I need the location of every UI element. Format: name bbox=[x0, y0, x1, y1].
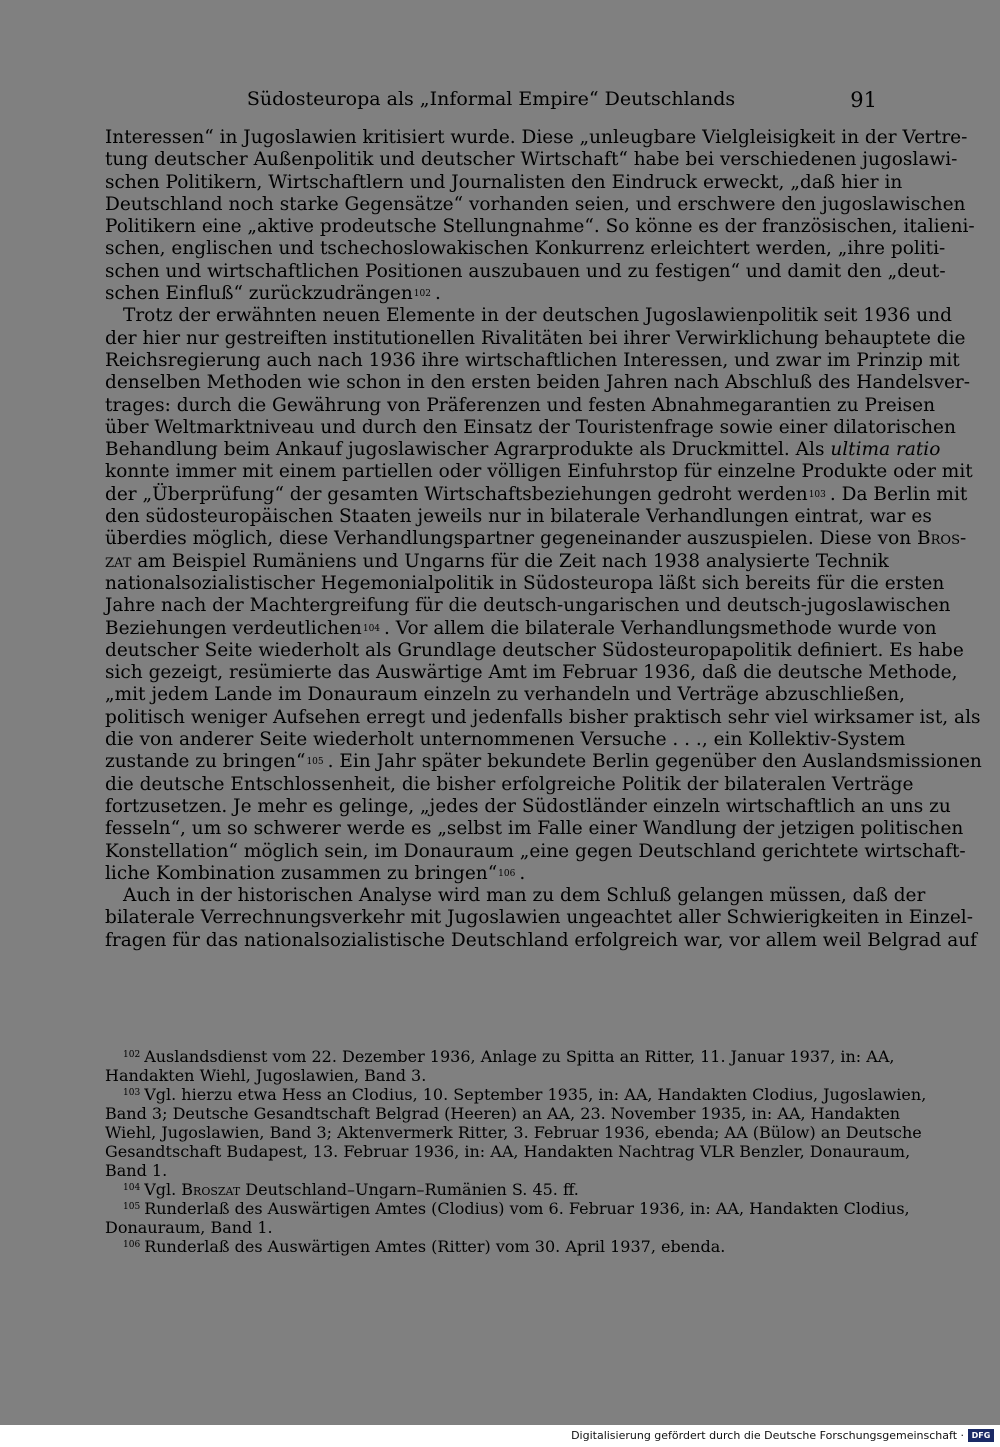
footnote-text: Auslandsdienst vom 22. Dezember 1936, Anlage zu Spitta an Ritter, 11. Januar 1937, in: AA, bbox=[144, 1047, 895, 1066]
text-line bbox=[105, 617, 937, 640]
text-line: politisch weniger Aufsehen erregt und jedenfalls bisher praktisch sehr viel wirksamer ist, als bbox=[105, 706, 981, 728]
footnote-number: 105 bbox=[123, 1202, 141, 1212]
text-run: der „Überprüfung“ der gesamten Wirtschaftsbeziehungen gedroht werden bbox=[105, 483, 808, 505]
text-line: trages: durch die Gewährung von Präferenzen und festen Abnahmegarantien zu Preisen bbox=[105, 394, 936, 416]
text-line: den südosteuropäischen Staaten jeweils nur in bilaterale Verhandlungen eintrat, war es bbox=[105, 506, 932, 528]
footnote-text: Vgl. bbox=[144, 1180, 177, 1199]
text-run: . bbox=[519, 862, 526, 884]
text-line: fesseln“, um so schwerer werde es „selbst im Falle einer Wandlung der jetzigen politischen bbox=[105, 818, 964, 840]
text-line: Interessen“ in Jugoslawien kritisiert wurde. Diese „unleugbare Vielgleisigkeit in der Vertre- bbox=[105, 127, 968, 148]
funding-credit: Digitalisierung gefördert durch die Deutsche Forschungsgemeinschaft · bbox=[571, 1429, 964, 1442]
text-run: schen Einfluß“ zurückzudrängen bbox=[105, 283, 413, 305]
text-line bbox=[105, 483, 968, 506]
text-line: konnte immer mit einem partiellen oder völligen Einfuhrstop für einzelne Produkte oder mit bbox=[105, 461, 973, 483]
text-line: fragen für das nationalsozialistische Deutschland erfolgreich war, vor allem weil Belgrad auf bbox=[105, 929, 977, 951]
author-name: Bros- bbox=[917, 528, 967, 550]
text-line: fortzusetzen. Je mehr es gelinge, „jedes der Südostländer einzeln wirtschaftlich an uns zu bbox=[105, 795, 951, 817]
footnote-line: Band 3; Deutsche Gesandtschaft Belgrad (Heeren) an AA, 23. November 1935, in: AA, Handakten bbox=[105, 1104, 901, 1123]
text-line: Deutschland noch starke Gegensätze“ vorhanden seien, und erschwere den jugoslawischen bbox=[105, 193, 966, 215]
text-line bbox=[105, 751, 982, 773]
author-name: zat bbox=[105, 550, 132, 572]
text-line: deutscher Seite wiederholt als Grundlage deutscher Südosteuropapolitik definiert. Es habe bbox=[105, 639, 964, 661]
text-line bbox=[105, 283, 877, 305]
running-header bbox=[105, 88, 877, 118]
text-line: die deutsche Entschlossenheit, die bisher erfolgreiche Politik der bilateralen Verträge bbox=[105, 773, 914, 795]
text-run: Behandlung beim Ankauf jugoslawischer Agrarprodukte als Druckmittel. Als bbox=[105, 439, 825, 461]
text-line: über Weltmarktniveau und durch den Einsatz der Touristenfrage sowie einer dilatorischen bbox=[105, 416, 956, 438]
footnote-105 bbox=[105, 1199, 910, 1218]
paragraph-start-line: Auch in der historischen Analyse wird man zu dem Schluß gelangen müssen, daß der bbox=[123, 885, 926, 907]
text-line: schen und wirtschaftlichen Positionen auszubauen und zu festigen“ und damit den „deut- bbox=[105, 260, 946, 282]
footnote-text: Runderlaß des Auswärtigen Amtes (Clodius) vom 6. Februar 1936, in: AA, Handakten Clodius, bbox=[144, 1199, 910, 1218]
text-line: bilaterale Verrechnungsverkehr mit Jugoslawien ungeachtet aller Schwierigkeiten in Einzel- bbox=[105, 907, 973, 929]
footnote-103 bbox=[105, 1085, 927, 1104]
text-line: „mit jedem Lande im Donauraum einzeln zu verhandeln und Verträge abzuschließen, bbox=[105, 684, 906, 706]
paragraph-start-line: Trotz der erwähnten neuen Elemente in der deutschen Jugoslawienpolitik seit 1936 und bbox=[123, 305, 952, 327]
footnote-line: Wiehl, Jugoslawien, Band 3; Aktenvermerk Ritter, 3. Februar 1936, ebenda; AA (Bülow) an Deutsche bbox=[105, 1123, 922, 1142]
text-line bbox=[105, 528, 967, 550]
text-line: die von anderer Seite wiederholt unternommenen Versuche . . ., ein Kollektiv-System bbox=[105, 729, 906, 751]
footnote-text: Vgl. hierzu etwa Hess an Clodius, 10. September 1935, in: AA, Handakten Clodius, Jugoslawien, bbox=[144, 1085, 927, 1104]
italic-term: ultima ratio bbox=[830, 439, 941, 461]
text-line: denselben Methoden wie schon in den ersten beiden Jahren nach Abschluß des Handelsver- bbox=[105, 372, 970, 394]
footnote-ref-104[interactable]: 104 bbox=[362, 623, 381, 634]
text-line: Jahre nach der Machtergreifung für die deutsch-ungarischen und deutsch-jugoslawischen bbox=[105, 595, 951, 617]
footnote-text: Runderlaß des Auswärtigen Amtes (Ritter) vom 30. April 1937, ebenda. bbox=[144, 1237, 726, 1256]
text-line bbox=[105, 550, 889, 573]
footnote-106 bbox=[105, 1237, 877, 1256]
text-run: . Ein Jahr später bekundete Berlin gegenüber den Auslandsmissionen bbox=[327, 751, 982, 773]
footnote-number: 104 bbox=[123, 1183, 141, 1193]
text-line: schen, englischen und tschechoslowakischen Konkurrenz erleichtert werden, „ihre politi- bbox=[105, 238, 946, 260]
text-run: Beziehungen verdeutlichen bbox=[105, 617, 362, 639]
text-line bbox=[105, 439, 941, 461]
text-run: . Vor allem die bilaterale Verhandlungsmethode wurde von bbox=[384, 617, 937, 639]
footnotes bbox=[105, 1047, 927, 1256]
footnote-text: Deutschland–Ungarn–Rumänien S. 45. ff. bbox=[245, 1180, 579, 1199]
text-run: zustande zu bringen“ bbox=[105, 751, 306, 773]
footnote-ref-103[interactable]: 103 bbox=[808, 489, 826, 500]
text-run: am Beispiel Rumäniens und Ungarns für die Zeit nach 1938 analysierte Technik bbox=[137, 550, 889, 572]
footnote-line: Donauraum, Band 1. bbox=[105, 1218, 273, 1237]
text-run: . bbox=[434, 283, 441, 305]
text-line bbox=[105, 863, 877, 885]
footnote-line: Band 1. bbox=[105, 1161, 168, 1180]
footnote-ref-102[interactable]: 102 bbox=[413, 289, 431, 300]
text-line: Konstellation“ möglich sein, im Donauraum „eine gegen Deutschland gerichtete wirtschaft- bbox=[105, 840, 966, 862]
text-line: tung deutscher Außenpolitik und deutscher Wirtschaft“ habe bei verschiedenen jugoslawi- bbox=[105, 149, 958, 171]
text-line: nationalsozialistischer Hegemonialpolitik in Südosteuropa läßt sich bereits für die ersten bbox=[105, 572, 945, 594]
text-run: überdies möglich, diese Verhandlungspartner gegeneinander auszuspielen. Diese von bbox=[105, 528, 912, 550]
footnote-102 bbox=[105, 1047, 895, 1066]
text-line: Reichsregierung auch nach 1936 ihre wirtschaftlichen Interessen, und zwar im Prinzip mit bbox=[105, 349, 960, 371]
footnote-number: 102 bbox=[123, 1050, 141, 1060]
footnote-number: 103 bbox=[123, 1088, 141, 1098]
author-name: Broszat bbox=[181, 1180, 241, 1199]
footnote-number: 106 bbox=[123, 1240, 141, 1250]
text-run: liche Kombination zusammen zu bringen“ bbox=[105, 862, 498, 884]
text-run: . Da Berlin mit bbox=[829, 483, 968, 505]
footnote-ref-105[interactable]: 105 bbox=[306, 757, 324, 768]
body-text bbox=[105, 127, 982, 952]
text-line: sich gezeigt, resümierte das Auswärtige Amt im Februar 1936, daß die deutsche Methode, bbox=[105, 662, 958, 684]
footnote-line: Gesandtschaft Budapest, 13. Februar 1936, in: AA, Handakten Nachtrag VLR Benzler, Donauraum, bbox=[105, 1142, 911, 1161]
digitization-footer bbox=[0, 1425, 1000, 1447]
header-title: Südosteuropa als „Informal Empire“ Deutschlands bbox=[246, 88, 736, 110]
text-line: der hier nur gestreiften institutionellen Rivalitäten bei ihrer Verwirklichung behauptete die bbox=[105, 327, 966, 349]
dfg-logo: DFG bbox=[968, 1429, 994, 1442]
text-line: schen Politikern, Wirtschaftlern und Journalisten den Eindruck erweckt, „daß hier in bbox=[105, 171, 903, 193]
footnote-104 bbox=[105, 1180, 877, 1199]
text-line: Politikern eine „aktive prodeutsche Stellungnahme“. So könne es der französischen, italieni- bbox=[105, 216, 975, 238]
footnote-ref-106[interactable]: 106 bbox=[498, 868, 516, 879]
page-number: 91 bbox=[850, 88, 877, 112]
footnote-line: Handakten Wiehl, Jugoslawien, Band 3. bbox=[105, 1066, 427, 1085]
